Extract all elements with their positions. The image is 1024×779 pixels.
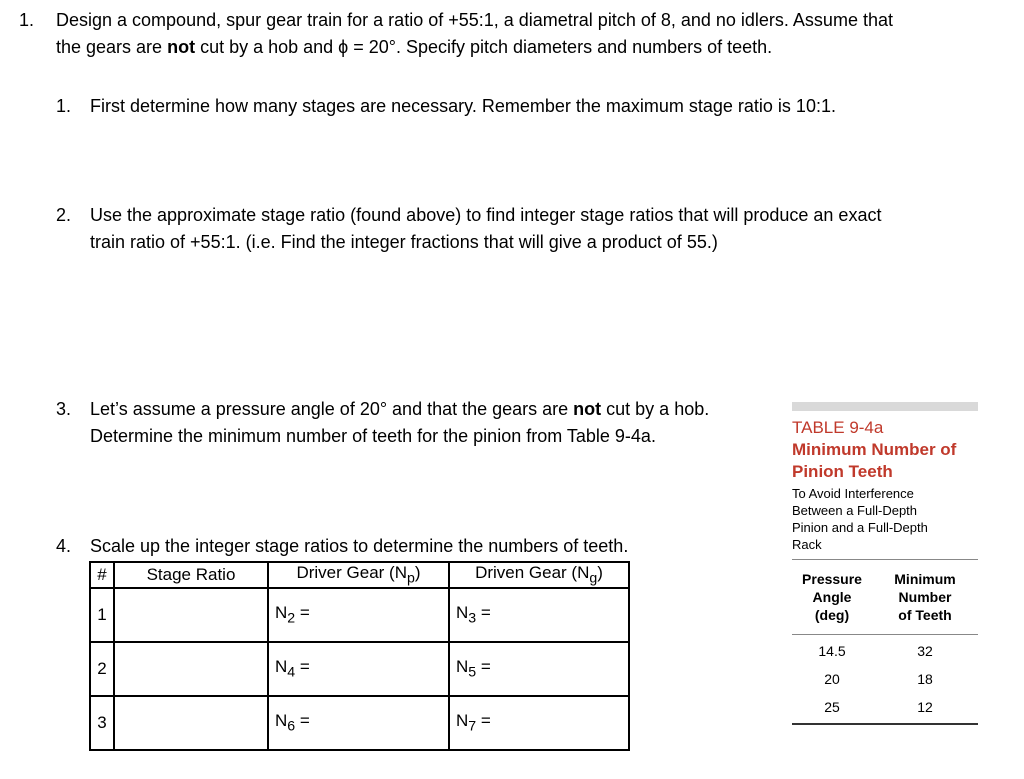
reference-row bbox=[792, 693, 978, 721]
header-angle-1: Pressure bbox=[802, 571, 862, 587]
driven-eq: = bbox=[476, 657, 491, 677]
reference-top-bar bbox=[792, 402, 978, 411]
reference-angle: 20 bbox=[824, 671, 840, 687]
reference-table-9-4a bbox=[792, 402, 978, 725]
driver-sub: 4 bbox=[287, 664, 296, 681]
reference-description bbox=[792, 485, 978, 553]
reference-header-angle bbox=[792, 570, 872, 624]
reference-row bbox=[792, 665, 978, 693]
driver-sub: 6 bbox=[287, 718, 296, 735]
reference-desc-3: Pinion and a Full-Depth bbox=[792, 520, 928, 535]
reference-teeth: 18 bbox=[917, 671, 933, 687]
driven-gear-cell[interactable] bbox=[449, 696, 629, 750]
step-2-line-1: Use the approximate stage ratio (found above) to find integer stage ratios that will produce an exact bbox=[90, 205, 882, 225]
driven-label: N bbox=[456, 711, 469, 731]
driven-eq: = bbox=[476, 603, 491, 623]
header-driven-close: ) bbox=[597, 563, 603, 583]
reference-header-teeth bbox=[872, 570, 978, 624]
driver-gear-cell[interactable] bbox=[268, 696, 449, 750]
reference-divider bbox=[792, 559, 978, 560]
driven-sub: 3 bbox=[468, 610, 477, 627]
header-number: # bbox=[90, 562, 114, 588]
reference-subtitle-2: Pinion Teeth bbox=[792, 462, 893, 481]
driven-label: N bbox=[456, 603, 469, 623]
step-3-number: 3. bbox=[56, 399, 72, 419]
step-4-text: Scale up the integer stage ratios to determine the numbers of teeth. bbox=[90, 536, 629, 556]
step-3-line-1-bold: not bbox=[573, 399, 602, 419]
reference-desc-2: Between a Full-Depth bbox=[792, 503, 918, 518]
header-angle-2: Angle bbox=[812, 589, 852, 605]
problem-line-1: Design a compound, spur gear train for a ratio of +55:1, a diametral pitch of 8, and no idlers. Assume that bbox=[56, 10, 893, 30]
reference-desc-4: Rack bbox=[792, 537, 822, 552]
reference-teeth: 12 bbox=[917, 699, 933, 715]
driver-label: N bbox=[275, 657, 288, 677]
reference-divider bbox=[792, 634, 978, 635]
row-number: 1 bbox=[90, 588, 114, 642]
header-driven-text: Driven Gear (N bbox=[475, 563, 590, 583]
driven-label: N bbox=[456, 657, 469, 677]
stage-ratio-table bbox=[89, 561, 630, 751]
reference-teeth: 32 bbox=[917, 643, 933, 659]
table-row bbox=[90, 588, 629, 642]
driver-label: N bbox=[275, 603, 288, 623]
reference-title: TABLE 9-4a bbox=[792, 418, 884, 437]
driver-eq: = bbox=[295, 603, 310, 623]
row-number: 3 bbox=[90, 696, 114, 750]
reference-desc-1: To Avoid Interference bbox=[792, 486, 914, 501]
reference-bottom-rule bbox=[792, 723, 978, 725]
step-3-line-2: Determine the minimum number of teeth for the pinion from Table 9-4a. bbox=[90, 426, 656, 446]
row-number: 2 bbox=[90, 642, 114, 696]
stage-ratio-cell[interactable] bbox=[114, 588, 268, 642]
header-driver-text: Driver Gear (N bbox=[296, 563, 407, 583]
driven-eq: = bbox=[476, 711, 491, 731]
driver-label: N bbox=[275, 711, 288, 731]
header-angle-3: (deg) bbox=[814, 607, 850, 623]
step-1-number: 1. bbox=[56, 96, 72, 116]
problem-number: 1. bbox=[19, 10, 35, 30]
header-teeth-3: of Teeth bbox=[898, 607, 952, 623]
reference-header bbox=[792, 570, 978, 624]
step-4-number: 4. bbox=[56, 536, 72, 556]
step-2-number: 2. bbox=[56, 205, 72, 225]
table-header-row bbox=[90, 562, 629, 588]
driven-gear-cell[interactable] bbox=[449, 588, 629, 642]
reference-angle: 14.5 bbox=[818, 643, 846, 659]
header-driven-sub: g bbox=[589, 570, 598, 587]
step-3-line-1 bbox=[90, 396, 780, 423]
driven-sub: 7 bbox=[468, 718, 477, 735]
table-row bbox=[90, 696, 629, 750]
driven-sub: 5 bbox=[468, 664, 477, 681]
stage-ratio-cell[interactable] bbox=[114, 696, 268, 750]
driver-gear-cell[interactable] bbox=[268, 642, 449, 696]
problem-line-2 bbox=[56, 34, 1016, 61]
problem-line-2-b: cut by a hob and ϕ = 20°. Specify pitch diameters and numbers of teeth. bbox=[195, 37, 773, 57]
driven-gear-cell[interactable] bbox=[449, 642, 629, 696]
step-3-line-1-b: cut by a hob. bbox=[601, 399, 710, 419]
header-teeth-2: Number bbox=[898, 589, 952, 605]
driver-eq: = bbox=[295, 711, 310, 731]
driver-gear-cell[interactable] bbox=[268, 588, 449, 642]
header-driver-close: ) bbox=[414, 563, 421, 583]
problem-line-2-a: the gears are bbox=[56, 37, 168, 57]
reference-subtitle-1: Minimum Number of bbox=[792, 440, 957, 459]
step-3-line-1-a: Let’s assume a pressure angle of 20° and that the gears are bbox=[90, 399, 574, 419]
driver-eq: = bbox=[295, 657, 310, 677]
reference-rows bbox=[792, 637, 978, 721]
reference-row bbox=[792, 637, 978, 665]
table-row bbox=[90, 642, 629, 696]
reference-angle: 25 bbox=[824, 699, 840, 715]
header-driver-sub: p bbox=[406, 570, 415, 587]
header-teeth-1: Minimum bbox=[894, 571, 956, 587]
header-driver-gear bbox=[268, 562, 449, 588]
header-stage-ratio: Stage Ratio bbox=[114, 562, 268, 588]
step-2-line-2: train ratio of +55:1. (i.e. Find the integer fractions that will give a product of 55.) bbox=[90, 232, 718, 252]
header-driven-gear bbox=[449, 562, 629, 588]
step-1-text: First determine how many stages are necessary. Remember the maximum stage ratio is 10:1. bbox=[90, 96, 836, 116]
stage-ratio-cell[interactable] bbox=[114, 642, 268, 696]
driver-sub: 2 bbox=[287, 610, 296, 627]
problem-line-2-bold: not bbox=[167, 37, 196, 57]
